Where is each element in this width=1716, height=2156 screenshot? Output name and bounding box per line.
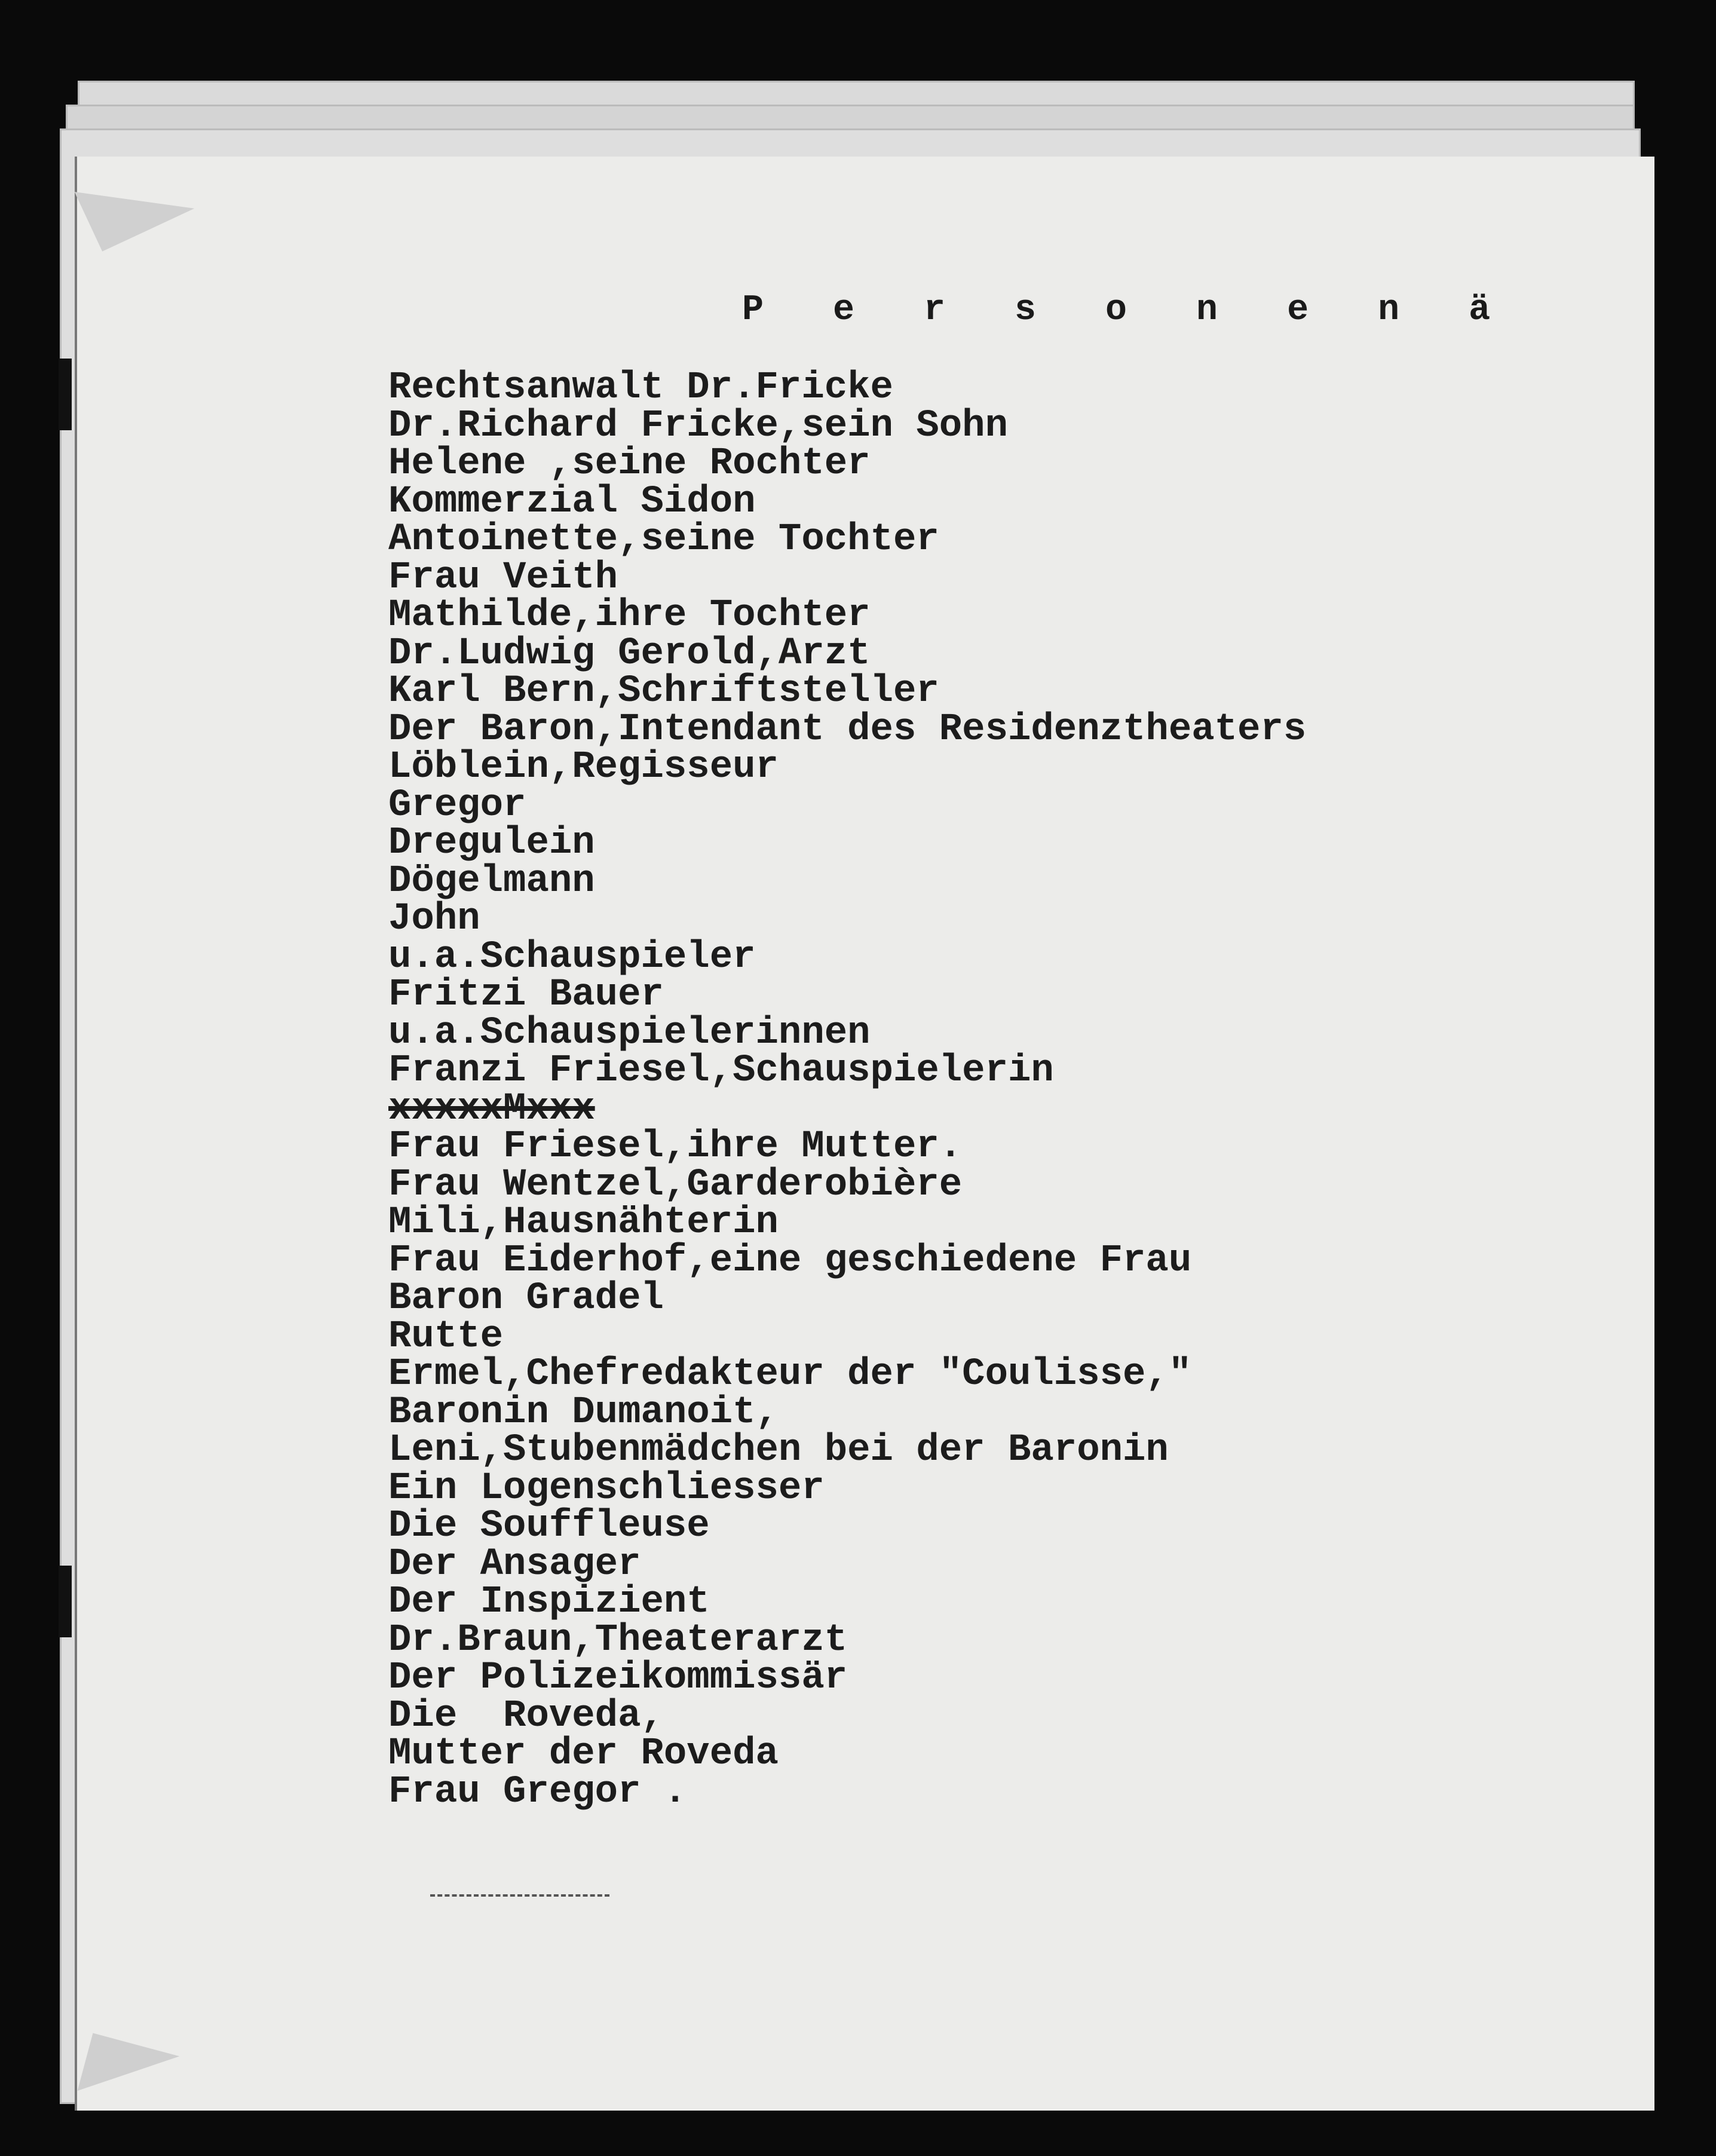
cast-item: Dögelmann — [388, 859, 595, 903]
cast-item: Frau Wentzel,Garderobière — [388, 1163, 963, 1206]
binding-mark — [59, 359, 72, 430]
cast-item: Baron Gradel — [388, 1277, 664, 1320]
cast-item: Frau Veith — [388, 556, 618, 599]
binding-mark — [59, 1566, 72, 1637]
cast-item: Dr.Richard Fricke,sein Sohn — [388, 404, 1008, 448]
cast-item: Frau Friesel,ihre Mutter. — [388, 1125, 963, 1168]
cast-item: Der Baron,Intendant des Residenztheaters — [388, 708, 1307, 751]
cast-item: Der Ansager — [388, 1542, 641, 1586]
cast-item: Die Souffleuse — [388, 1505, 710, 1548]
cast-item: Helene ,seine Rochter — [388, 442, 871, 485]
cast-item: Der Polizeikommissär — [388, 1656, 848, 1699]
cast-item: Frau Eiderhof,eine geschiedene Frau — [388, 1239, 1192, 1282]
cast-item: Rechtsanwalt Dr.Fricke — [388, 366, 893, 409]
cast-item: Mutter der Roveda — [388, 1732, 779, 1775]
cast-item: u.a.Schauspieler — [388, 935, 756, 979]
cast-item: Karl Bern,Schriftsteller — [388, 670, 939, 713]
cast-item: Ermel,Chefredakteur der "Coulisse," — [388, 1353, 1192, 1396]
cast-item: Die Roveda, — [388, 1694, 664, 1738]
cast-item: Leni,Stubenmädchen bei der Baronin — [388, 1429, 1169, 1472]
cast-item: Der Inspizient — [388, 1581, 710, 1624]
pencil-mark — [430, 1894, 609, 1897]
cast-item: Dr.Braun,Theaterarzt — [388, 1618, 848, 1662]
cast-item: Baronin Dumanoit, — [388, 1391, 779, 1434]
cast-item: Antoinette,seine Tochter — [388, 518, 939, 561]
cast-item: Mili,Hausnähterin — [388, 1201, 779, 1244]
cast-item: Dr.Ludwig Gerold,Arzt — [388, 632, 871, 675]
page-title: P e r s o n e n ä — [742, 290, 1515, 330]
cast-item: Kommerzial Sidon — [388, 480, 756, 523]
struck-out-line: xxxxxMxxx — [388, 1087, 595, 1131]
cast-item: Franzi Friesel,Schauspielerin — [388, 1049, 1054, 1092]
cast-item: Löblein,Regisseur — [388, 746, 779, 789]
cast-item: Fritzi Bauer — [388, 973, 664, 1016]
cast-item: John — [388, 898, 480, 941]
cast-item: Rutte — [388, 1315, 504, 1358]
cast-item: Ein Logenschliesser — [388, 1466, 825, 1510]
cast-item: Dregulein — [388, 822, 595, 865]
cast-item: u.a.Schauspielerinnen — [388, 1011, 871, 1055]
cast-item: Gregor — [388, 783, 526, 827]
cast-item: Mathilde,ihre Tochter — [388, 594, 871, 637]
cast-list — [388, 366, 1307, 1814]
cast-item: Frau Gregor . — [388, 1770, 687, 1814]
